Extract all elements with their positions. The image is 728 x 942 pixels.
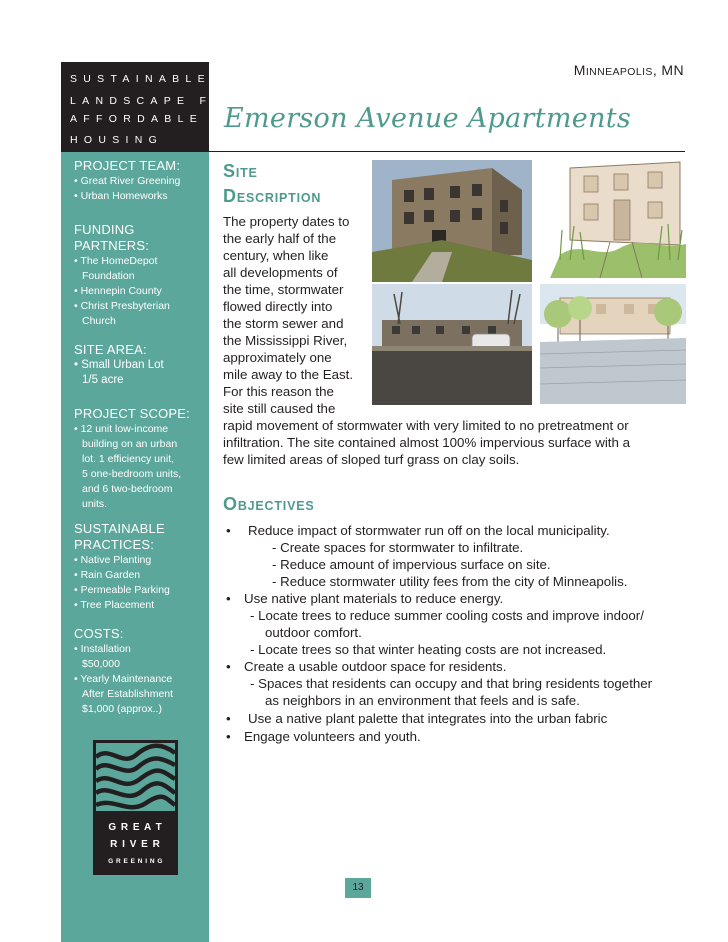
list-item: 1/5 acre bbox=[82, 374, 124, 386]
text-line: century, when like bbox=[223, 248, 329, 263]
city-rest: INNEAPOLIS bbox=[585, 66, 653, 78]
text-line: flowed directly into bbox=[223, 299, 333, 314]
text-line: the early half of the bbox=[223, 231, 337, 246]
site-heading-rest: ITE bbox=[235, 166, 258, 180]
objectives-heading bbox=[223, 494, 314, 515]
text-line: the Mississippi River, bbox=[223, 333, 348, 348]
objective-subitem: - Locate trees so that winter heating costs are not increased. bbox=[250, 642, 607, 657]
text-line: the storm sewer and bbox=[223, 316, 344, 331]
site-area-section bbox=[74, 342, 206, 388]
text-line: For this reason the bbox=[223, 384, 334, 399]
list-item: • Rain Garden bbox=[74, 569, 141, 581]
text-line: rapid movement of stormwater with very limited to no pretreatment or bbox=[223, 418, 629, 433]
list-item: • Yearly Maintenance bbox=[74, 673, 173, 685]
site-heading-cap: S bbox=[223, 161, 236, 181]
site-area-heading: SITE AREA: bbox=[74, 342, 147, 357]
text-line: The property dates to bbox=[223, 214, 350, 229]
list-item: units. bbox=[82, 498, 108, 510]
series-line-4: HOUSING bbox=[70, 134, 164, 146]
city-initial: M bbox=[573, 62, 586, 78]
objective-bullet: • bbox=[226, 523, 231, 538]
sustainable-practices-section bbox=[74, 521, 206, 613]
list-item: • Christ Presbyterian bbox=[74, 300, 170, 312]
site-heading bbox=[223, 161, 258, 182]
objective-bullet: • bbox=[226, 659, 231, 674]
photo-parking-lot bbox=[372, 284, 532, 405]
logo-word-greening: G R E E N I N G bbox=[108, 858, 163, 865]
text-line: all developments of bbox=[223, 265, 338, 280]
list-item: • Native Planting bbox=[74, 554, 152, 566]
list-item: • Tree Placement bbox=[74, 599, 155, 611]
objective-item: Use a native plant palette that integrates into the urban fabric bbox=[248, 711, 608, 726]
list-item: • Installation bbox=[74, 643, 131, 655]
list-item: • The HomeDepot bbox=[74, 255, 158, 267]
project-scope-heading: PROJECT SCOPE: bbox=[74, 406, 190, 421]
logo-word-river: R I V E R bbox=[110, 839, 161, 850]
objective-item: Engage volunteers and youth. bbox=[244, 729, 421, 744]
text-line: few limited areas of sloped turf grass on clay soils. bbox=[223, 452, 520, 467]
text-line: mile away to the East. bbox=[223, 367, 354, 382]
list-item: • Great River Greening bbox=[74, 175, 181, 187]
page-number: 13 bbox=[345, 878, 371, 898]
series-line-2: LANDSCAPE FOR bbox=[70, 95, 241, 107]
objective-bullet: • bbox=[226, 591, 231, 606]
list-item: Church bbox=[82, 315, 116, 327]
list-item: 5 one-bedroom units, bbox=[82, 468, 182, 480]
list-item: and 6 two-bedroom bbox=[82, 483, 173, 495]
objective-item: Create a usable outdoor space for residents. bbox=[244, 659, 507, 674]
objective-subitem: as neighbors in an environment that feels and is safe. bbox=[265, 693, 580, 708]
project-team-heading: PROJECT TEAM: bbox=[74, 158, 181, 173]
sketch-parking-trees bbox=[540, 284, 686, 404]
objective-subitem: - Create spaces for stormwater to infiltrate. bbox=[272, 540, 524, 555]
funding-partners-section bbox=[74, 222, 206, 329]
description-heading-rest: ESCRIPTION bbox=[236, 191, 322, 205]
description-heading bbox=[223, 186, 321, 207]
title-rule bbox=[209, 151, 685, 152]
photo-building-front bbox=[372, 160, 532, 282]
sustainable-practices-heading-1: SUSTAINABLE bbox=[74, 521, 165, 536]
list-item: building on an urban bbox=[82, 438, 178, 450]
funding-partners-heading-2: PARTNERS: bbox=[74, 238, 150, 253]
city-state: , MN bbox=[652, 62, 684, 78]
series-title-block bbox=[61, 62, 241, 152]
description-heading-cap: D bbox=[223, 186, 237, 206]
text-line: the time, stormwater bbox=[223, 282, 344, 297]
costs-heading: COSTS: bbox=[74, 626, 124, 641]
series-line-3: AFFORDABLE bbox=[70, 113, 204, 125]
objective-subitem: outdoor comfort. bbox=[265, 625, 362, 640]
great-river-greening-logo bbox=[93, 740, 178, 875]
logo-word-great: G R E A T bbox=[108, 822, 163, 833]
sustainable-practices-heading-2: PRACTICES: bbox=[74, 537, 155, 552]
text-line: approximately one bbox=[223, 350, 332, 365]
project-team-section bbox=[74, 158, 206, 204]
list-item: Foundation bbox=[82, 270, 135, 282]
list-item: $1,000 (approx..) bbox=[82, 703, 162, 715]
objective-bullet: • bbox=[226, 729, 231, 744]
objective-subitem: - Spaces that residents can occupy and that bring residents together bbox=[250, 676, 653, 691]
list-item: • Small Urban Lot bbox=[74, 359, 164, 371]
list-item: $50,000 bbox=[82, 658, 120, 670]
list-item: • Hennepin County bbox=[74, 285, 162, 297]
list-item: lot. 1 efficiency unit, bbox=[82, 453, 175, 465]
series-line-1: SUSTAINABLE bbox=[70, 73, 211, 85]
objective-item: Reduce impact of stormwater run off on the local municipality. bbox=[248, 523, 610, 538]
objectives-heading-rest: BJECTIVES bbox=[237, 499, 315, 513]
city-label bbox=[574, 62, 684, 78]
objective-subitem: - Reduce amount of impervious surface on site. bbox=[272, 557, 551, 572]
list-item: • Permeable Parking bbox=[74, 584, 170, 596]
objective-item: Use native plant materials to reduce energy. bbox=[244, 591, 504, 606]
objective-subitem: - Locate trees to reduce summer cooling costs and improve indoor/ bbox=[250, 608, 644, 623]
objective-subitem: - Reduce stormwater utility fees from the city of Minneapolis. bbox=[272, 574, 628, 589]
costs-section bbox=[74, 626, 206, 717]
list-item: After Establishment bbox=[82, 688, 174, 700]
objective-bullet: • bbox=[226, 711, 231, 726]
list-item: • 12 unit low-income bbox=[74, 423, 169, 435]
objectives-heading-cap: O bbox=[223, 494, 238, 514]
list-item: • Urban Homeworks bbox=[74, 190, 168, 202]
sketch-building-planting bbox=[540, 160, 686, 278]
page-title: Emerson Avenue Apartments bbox=[224, 103, 632, 134]
text-line: site still caused the bbox=[223, 401, 336, 416]
text-line: infiltration. The site contained almost 100% impervious surface with a bbox=[223, 435, 630, 450]
river-wave-icon bbox=[96, 743, 175, 811]
funding-partners-heading-1: FUNDING bbox=[74, 222, 135, 237]
project-scope-section bbox=[74, 406, 206, 512]
